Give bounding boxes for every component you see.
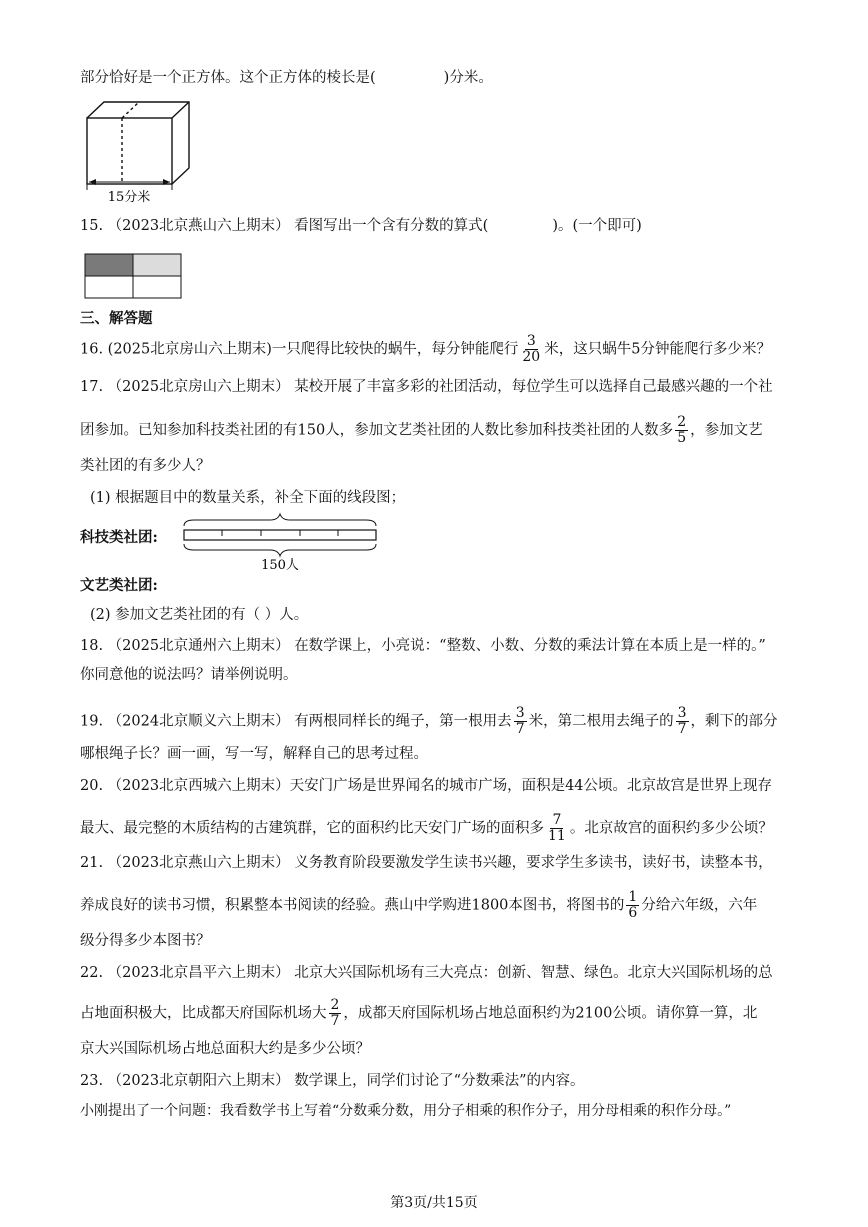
q19-line2: 哪根绳子长？画一画，写一写，解释自己的思考过程。 (80, 746, 428, 762)
section-heading: 三、解答题 (80, 310, 153, 327)
segment-label-150: 150人 (261, 558, 299, 573)
cube-figure (82, 98, 197, 208)
fraction: $\frac{3}{7}$ (677, 705, 687, 737)
label-art-club: 文艺类社团: (80, 577, 158, 594)
q17-text: 17. （2025北京房山六上期末） 某校开展了丰富多彩的社团活动，每位学生可以选择自己最感兴趣的一个社 (80, 379, 773, 395)
q21-line3: 级分得多少本图书？ (80, 933, 211, 949)
q18-line2: 你同意他的说法吗？请举例说明。 (80, 667, 298, 683)
fraction-grid-figure (84, 253, 184, 303)
q23-text: 23. （2023北京朝阳六上期末） 数学课上，同学们讨论了“分数乘法”的内容。 (80, 1073, 585, 1089)
cube-length-label: 15分米 (107, 190, 151, 205)
q21-line2: 养成良好的读书习惯，积累整本书阅读的经验。燕山中学购进1800本图书，将图书的 $\frac{1}{6}$ 分给六年级，六年 (80, 889, 758, 921)
q19-text: 19. （2024北京顺义六上期末） 有两根同样长的绳子，第一根用去 $\frac{3}{7}$ 米，第二根用去绳子的 $\frac{3}{7}$ ，剩下的部分 (80, 705, 778, 737)
label-tech-club: 科技类社团: (80, 529, 158, 546)
fraction: $\frac{3}{20}$ (522, 333, 541, 365)
q20-line2: 最大、最完整的木质结构的古建筑群，它的面积约比天安门广场的面积多 $\frac{7}{11}$ 。北京故宫的面积约多少公顷？ (80, 812, 773, 844)
q22-line3: 京大兴国际机场占地总面积大约是多少公顷？ (80, 1041, 370, 1057)
q17-line2: 团参加。已知参加科技类社团的有150人，参加文艺类社团的人数比参加科技类社团的人数多 $\frac{2}{5}$ ，参加文艺 (80, 414, 763, 446)
q17-line3: 类社团的有多少人？ (80, 458, 211, 474)
q21-text: 21. （2023北京燕山六上期末） 义务教育阶段要激发学生读书兴趣，要求学生多读书，读好书，读整本书， (80, 855, 773, 871)
q17-sub2: (2) 参加文艺类社团的有（ ）人。 (90, 607, 309, 623)
fraction: $\frac{7}{11}$ (548, 812, 566, 844)
q15-text: 15. （2023北京燕山六上期末） 看图写出一个含有分数的算式( )。(一个即可) (80, 218, 642, 234)
q23-line2: 小刚提出了一个问题：我看数学书上写着“分数乘分数，用分子相乘的积作分子，用分母相乘的积作分母。” (80, 1103, 732, 1119)
q18-text: 18. （2025北京通州六上期末） 在数学课上，小亮说：“整数、小数、分数的乘法计算在本质上是一样的。” (80, 638, 766, 654)
page-footer: 第3页/共15页 (390, 1195, 478, 1211)
q14-text: 部分恰好是一个正方体。这个正方体的棱长是( )分米。 (80, 70, 493, 86)
q17-sub1: (1) 根据题目中的数量关系，补全下面的线段图； (90, 490, 406, 506)
fraction: $\frac{1}{6}$ (628, 889, 638, 921)
fraction: $\frac{2}{7}$ (330, 997, 340, 1029)
segment-diagram (180, 512, 385, 574)
fraction: $\frac{3}{7}$ (515, 705, 525, 737)
q22-text: 22. （2023北京昌平六上期末） 北京大兴国际机场有三大亮点：创新、智慧、绿色。北京大兴国际机场的总 (80, 965, 773, 981)
q16-text: 16. (2025北京房山六上期末)一只爬得比较快的蜗牛，每分钟能爬行 $\frac{3}{20}$ 米，这只蜗牛5分钟能爬行多少米？ (80, 333, 771, 365)
q20-text: 20. （2023北京西城六上期末）天安门广场是世界闻名的城市广场，面积是44公顷。北京故宫是世界上现存 (80, 778, 773, 794)
fraction: $\frac{2}{5}$ (677, 414, 687, 446)
q22-line2: 占地面积极大，比成都天府国际机场大 $\frac{2}{7}$ ，成都天府国际机场占地总面积约为2100公顷。请你算一算，北 (80, 997, 758, 1029)
